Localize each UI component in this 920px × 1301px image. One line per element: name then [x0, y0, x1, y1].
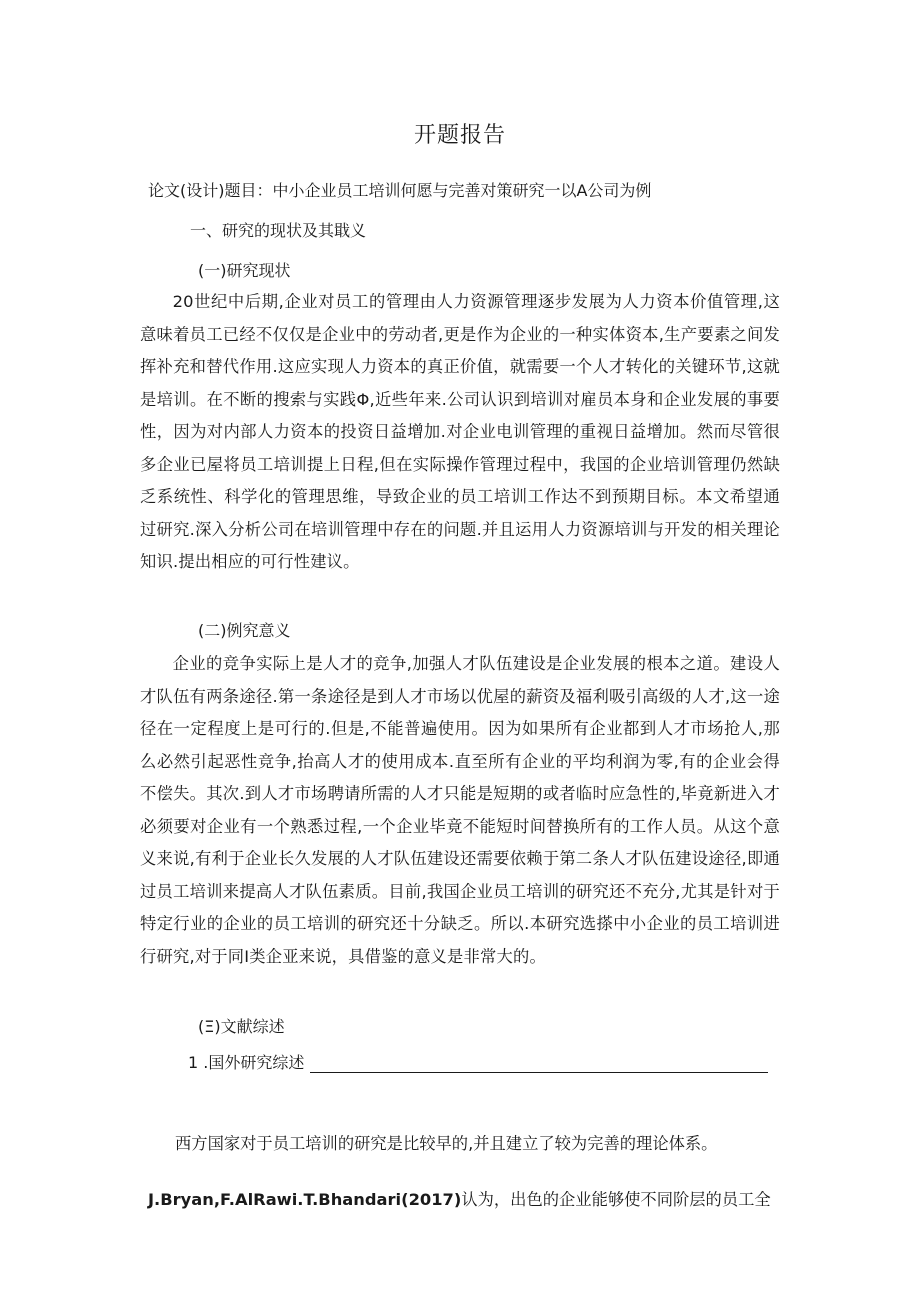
research-status-paragraph: 20世纪中后期,企业对员工的管理由人力资源管理逐步发展为人力资本价值管理,这意味着员工已经不仅仅是企业中的劳动者,更是作为企业的一种实体资本,生产要素之间发挥补充和替代作用.这应实现人力资本的真正价值，就需要一个人才转化的关键环节,这就是培训。在不断的搜索与实践Φ,近些年来.公司认识到培训对雇员本身和企业发展的事要性，因为对内部人力资本的投资日益增加.对企业电训管理的重视日益增加。然而尽管很多企业已屋将员工培训提上日程,但在实际操作管理过程中，我国的企业培训管理仍然缺乏系统性、科学化的管理思维，导致企业的员工培训工作达不到预期目标。本文希望通过研究.深入分析公司在培训管理中存在的问题.并且运用人力资源培训与开发的相关理论知识.提出相应的可行性建议。: [140, 292, 780, 571]
citation-line: [148, 1186, 771, 1210]
international-review-label: 1 .国外研究综述: [188, 1053, 305, 1072]
citation-authors: J.Bryan,F.AlRawi.T.Bhandari(2017): [148, 1190, 462, 1209]
western-research-sentence: 西方国家对于员工培训的研究是比较早的,并且建立了较为完善的理论体系。: [175, 1134, 718, 1153]
citation-text: 认为，出色的企业能够使不同阶层的员工全: [461, 1190, 771, 1209]
subsection-research-significance-heading: (二)例究意义: [198, 621, 291, 640]
subsection-literature-review-heading: (Ξ)文献综述: [198, 1017, 285, 1036]
international-review-line: [188, 1050, 768, 1073]
document-title: 开题报告: [413, 123, 506, 148]
fill-in-blank-line: [310, 1054, 768, 1073]
subsection-research-status-heading: (一)研究现状: [198, 261, 291, 280]
section-one-heading: 一、研究的现状及其戢义: [190, 221, 367, 240]
thesis-title-line: 论文(设计)题目：中小企业员工培训何愿与完善对策研究一以A公司为例: [148, 181, 652, 200]
research-significance-paragraph: 企业的竞争实际上是人才的竞争,加强人才队伍建设是企业发展的根本之道。建设人才队伍有两条途径.第一条途径是到人才市场以优屋的薪资及福利吸引高级的人才,这一途径在一定程度上是可行的.但是,不能普遍使用。因为如果所有企业都到人才市场抢人,那么必然引起恶性竞争,抬高人才的使用成本.直至所有企业的平均利润为零,有的企业会得不偿失。其次.到人才市场聘请所需的人才只能是短期的或者临时应急性的,毕竟新进入才必须要对企业有一个熟悉过程,一个企业毕竟不能短时间替换所有的工作人员。从这个意义来说,有利于企业长久发展的人才队伍建设还需要依赖于第二条人才队伍建设途径,即通过员工培训来提高人才队伍素质。目前,我国企业员工培训的研究还不充分,尤其是针对于特定行业的企业的员工培训的研究还十分缺乏。所以.本研究选搽中小企业的员工培训进行研究,对于同I类企亚来说，具借鉴的意义是非常大的。: [140, 654, 780, 966]
